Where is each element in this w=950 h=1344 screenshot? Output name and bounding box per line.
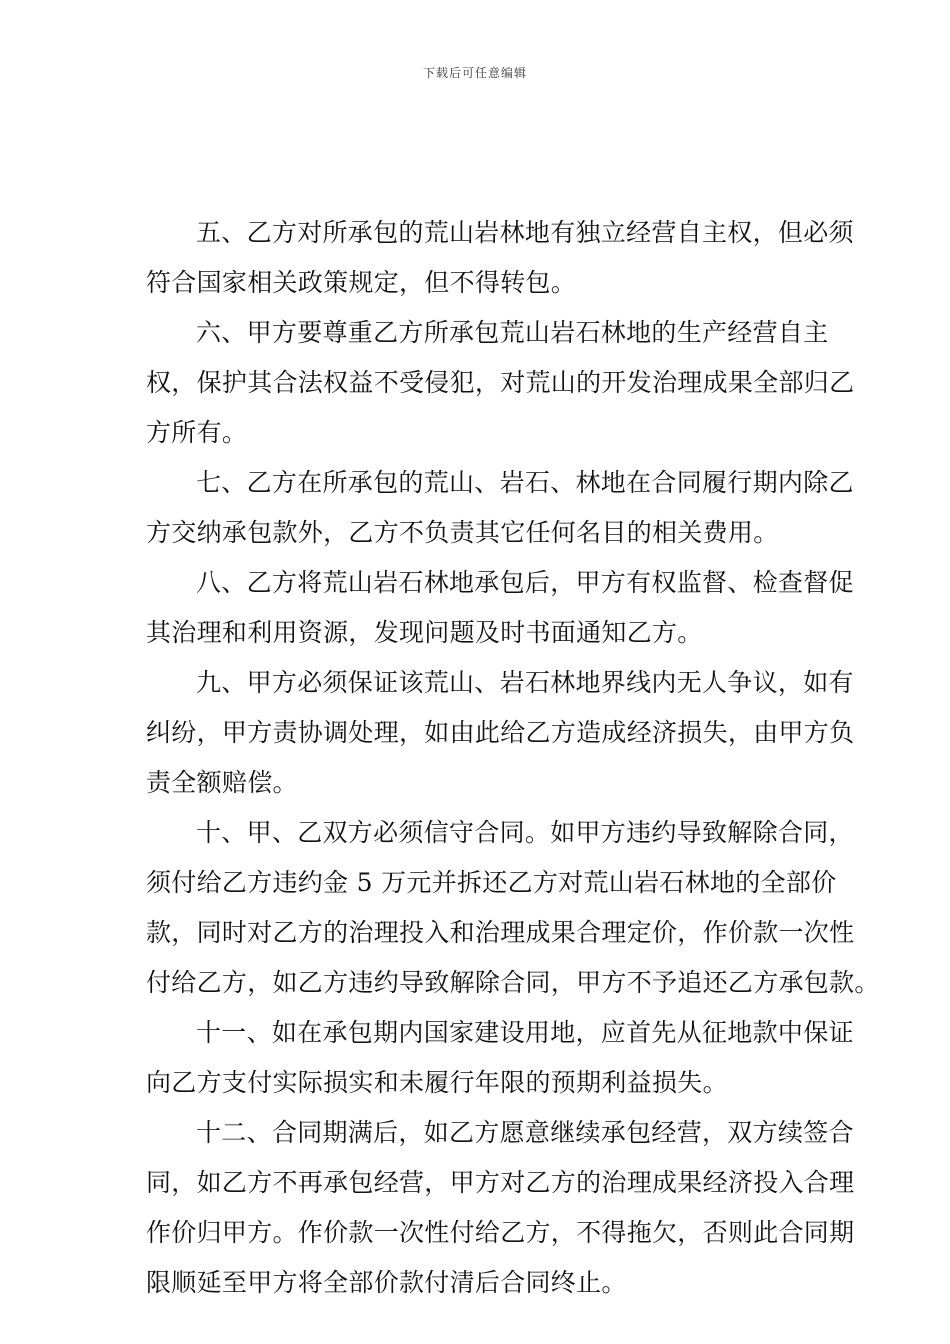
clause-line: 六、甲方要尊重乙方所承包荒山岩石林地的生产经营自主 bbox=[196, 318, 829, 347]
contract-body bbox=[146, 208, 880, 1308]
clause-line: 八、乙方将荒山岩石林地承包后，甲方有权监督、检查督促 bbox=[196, 568, 854, 597]
clause-12 bbox=[146, 1108, 855, 1308]
page-header-note: 下载后可任意编辑 bbox=[422, 66, 527, 80]
clause-line: 方交纳承包款外，乙方不负责其它任何名目的相关费用。 bbox=[146, 518, 779, 547]
clause-line: 其治理和利用资源，发现问题及时书面通知乙方。 bbox=[146, 618, 703, 647]
clause-line: 七、乙方在所承包的荒山、岩石、林地在合同履行期内除乙 bbox=[196, 468, 854, 497]
clause-line: 向乙方支付实际损实和未履行年限的预期利益损失。 bbox=[146, 1068, 728, 1097]
clause-line: 限顺延至甲方将全部价款付清后合同终止。 bbox=[146, 1268, 627, 1297]
clause-line: 须付给乙方违约金 5 万元并拆还乙方对荒山岩石林地的全部价 bbox=[146, 868, 837, 897]
clause-11 bbox=[146, 1008, 854, 1108]
clause-line: 纠纷，甲方责协调处理，如由此给乙方造成经济损失，由甲方负 bbox=[146, 718, 855, 747]
clause-7 bbox=[146, 458, 854, 558]
clause-9 bbox=[146, 658, 855, 808]
clause-line: 同，如乙方不再承包经营，甲方对乙方的治理成果经济投入合理 bbox=[146, 1168, 855, 1197]
clause-line: 十一、如在承包期内国家建设用地，应首先从征地款中保证 bbox=[196, 1018, 854, 1047]
clause-line: 十、甲、乙双方必须信守合同。如甲方违约导致解除合同， bbox=[196, 818, 854, 847]
clause-line: 方所有。 bbox=[146, 418, 248, 447]
clause-5 bbox=[146, 208, 854, 308]
clause-line: 款，同时对乙方的治理投入和治理成果合理定价，作价款一次性 bbox=[146, 918, 855, 947]
clause-10 bbox=[146, 808, 880, 1008]
clause-8 bbox=[146, 558, 854, 658]
clause-line: 符合国家相关政策规定，但不得转包。 bbox=[146, 268, 577, 297]
clause-line: 十二、合同期满后，如乙方愿意继续承包经营，双方续签合 bbox=[196, 1118, 854, 1147]
clause-line: 权，保护其合法权益不受侵犯，对荒山的开发治理成果全部归乙 bbox=[146, 368, 855, 397]
clause-line: 作价归甲方。作价款一次性付给乙方，不得拖欠，否则此合同期 bbox=[146, 1218, 855, 1247]
clause-line: 九、甲方必须保证该荒山、岩石林地界线内无人争议，如有 bbox=[196, 668, 854, 697]
clause-line: 五、乙方对所承包的荒山岩林地有独立经营自主权，但必须 bbox=[196, 218, 854, 247]
clause-line: 责全额赔偿。 bbox=[146, 768, 298, 797]
clause-6 bbox=[146, 308, 855, 458]
clause-line: 付给乙方，如乙方违约导致解除合同，甲方不予追还乙方承包款。 bbox=[146, 968, 880, 997]
